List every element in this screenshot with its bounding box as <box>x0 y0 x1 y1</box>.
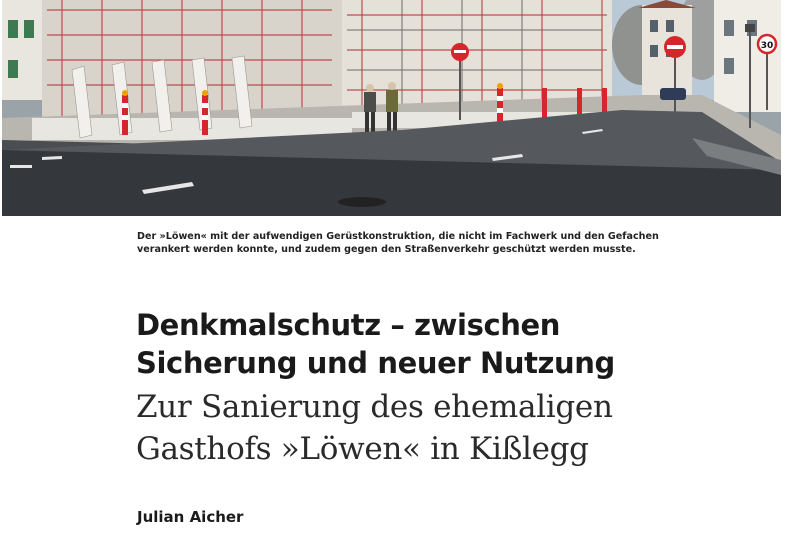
manhole-cover <box>338 197 386 207</box>
article-photo <box>2 0 781 216</box>
title-line-1: Denkmalschutz – zwischen <box>136 308 560 342</box>
speed-limit-text: 30 <box>760 41 774 51</box>
street-scene-illustration <box>2 0 781 216</box>
article-title <box>136 306 776 382</box>
photo-caption <box>137 230 697 256</box>
left-building <box>2 0 42 100</box>
caption-line-1: Der »Löwen« mit der aufwendigen Gerüstkonstruktion, die nicht im Fachwerk und den Gefachen <box>137 231 659 242</box>
subtitle-line-2: Gasthofs »Löwen« in Kißlegg <box>136 431 589 467</box>
subtitle-line-1: Zur Sanierung des ehemaligen <box>136 389 613 425</box>
title-line-2: Sicherung und neuer Nutzung <box>136 346 615 380</box>
car <box>660 88 686 100</box>
caption-line-2: verankert werden konnte, und zudem gegen den Straßenverkehr geschützt werden musste. <box>137 244 636 255</box>
article-subtitle <box>136 386 776 470</box>
author-name: Julian Aicher <box>137 508 244 526</box>
